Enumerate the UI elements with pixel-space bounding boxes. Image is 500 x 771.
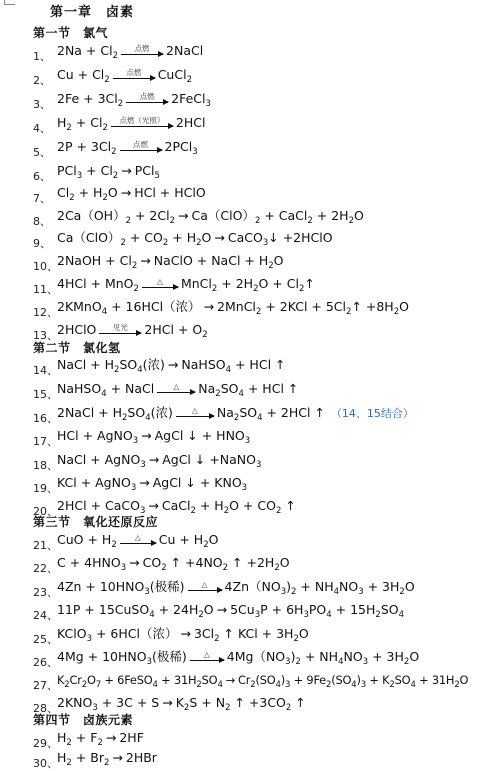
reaction-number: 13、 [33, 329, 58, 342]
reaction-12 [0, 298, 500, 320]
equation: 2KMnO$_4$ + 16HCl（浓） → 2MnCl$_2$ + $2KCl + 5Cl_2↑ +8H_2O$ [57, 299, 409, 317]
reaction-number: 25、 [33, 633, 58, 646]
arrow-icon: △ [157, 383, 195, 397]
reaction-number: 9、 [33, 237, 51, 250]
reaction-number: 22、 [33, 562, 58, 575]
reaction-14 [0, 356, 500, 378]
reaction-number: 24、 [33, 609, 58, 622]
arrow-icon: △ [142, 278, 178, 292]
reaction-number: 7、 [33, 192, 51, 205]
reaction-5 [0, 138, 500, 160]
reaction-6 [0, 162, 500, 184]
reaction-number: 21、 [33, 539, 58, 552]
reaction-number: 8、 [33, 215, 51, 228]
equation: $Cl_2 + H_2O$ → HCl + HClO [57, 185, 206, 203]
reaction-number: 16、 [33, 412, 58, 425]
reaction-number: 28、 [33, 702, 58, 715]
reaction-number: 6、 [33, 170, 51, 183]
reaction-4 [0, 114, 500, 136]
reaction-21 [0, 531, 500, 553]
equation: CuO + $H_2$ △ $Cu + H_2O$ [57, 532, 219, 550]
equation: $Ca(ClO)_2 + CO_2 + H_2O$ → CaCO$_3$↓ +2HClO [57, 230, 333, 248]
section-2-heading: 第二节 氯化氢 [33, 341, 121, 355]
combination-note: （14、15结合） [330, 407, 414, 420]
reaction-25 [0, 625, 500, 647]
equation: $2Fe + 3Cl_2$ 点燃 2FeCl$_3$ [57, 91, 211, 109]
reaction-number: 30、 [33, 757, 58, 770]
reaction-number: 4、 [33, 122, 51, 135]
reaction-number: 19、 [33, 482, 58, 495]
equation: 2NaCl + $H_2SO_4$(浓) △ $Na_2SO_4 + 2HCl$ ↑ （14、15结合） [57, 405, 414, 423]
reaction-number: 3、 [33, 98, 51, 111]
reaction-18 [0, 451, 500, 473]
reaction-number: 27、 [33, 679, 58, 692]
reaction-9 [0, 229, 500, 251]
equation: KClO$_3$ + 6HCl（浓） → $3Cl_2$ ↑ KCl + $3H_2O$ [57, 626, 309, 644]
reaction-17 [0, 427, 500, 449]
reaction-26 [0, 648, 500, 670]
reaction-number: 17、 [33, 435, 58, 448]
reaction-8 [0, 207, 500, 229]
equation: $Cu + Cl_2$ 点燃 CuCl$_2$ [57, 67, 192, 85]
reaction-2 [0, 66, 500, 88]
equation: $PCl_3 + Cl_2 \to PCl_5$ [57, 163, 160, 181]
reaction-number: 2、 [33, 74, 51, 87]
equation: HCl + AgNO$_3$ → AgCl ↓ + $HNO_3$ [57, 428, 251, 446]
section-1-heading: 第一节 氯气 [33, 26, 109, 40]
equation: $4Mg + 10HNO_3$(极稀) △ $4Mg(NO_3)_2 + NH_4NO_3 + 3H_2O$ [57, 649, 420, 667]
reaction-number: 23、 [33, 586, 58, 599]
reaction-number: 29、 [33, 737, 58, 750]
chapter-title: 第一章 卤素 [50, 5, 135, 20]
reaction-number: 26、 [33, 656, 58, 669]
reaction-number: 11、 [33, 283, 58, 296]
reaction-number: 10、 [33, 260, 58, 273]
corner-mark [4, 0, 15, 5]
arrow-icon: 点燃 [121, 45, 163, 59]
reaction-number: 14、 [33, 364, 58, 377]
reaction-number: 1、 [33, 50, 51, 63]
arrow-icon: 点燃 [126, 93, 168, 107]
equation: $2P + 3Cl_2$ 点燃 2PCl$_3$ [57, 139, 198, 157]
section-4-heading: 第四节 卤族元素 [33, 713, 134, 727]
reaction-number: 5、 [33, 146, 51, 159]
arrow-icon: 见光 [99, 324, 141, 338]
arrow-icon: 点燃 [113, 69, 155, 83]
equation: NaCl + AgNO$_3$ → AgCl ↓ +NaNO$_3$ [57, 452, 262, 470]
reaction-number: 12、 [33, 306, 58, 319]
equation: $C + 4HNO_3 \to CO_2$ ↑ $+4NO_2$ ↑ $+2H_2O$ [57, 555, 290, 573]
reaction-19 [0, 474, 500, 496]
equation: 11P + 15CuSO$_4$ + $24H_2O \to 5Cu_3P + 6H_3PO_4 + 15H_2SO_4$ [57, 602, 405, 620]
reaction-30 [0, 749, 500, 771]
arrow-icon: △ [190, 651, 224, 665]
reaction-3 [0, 90, 500, 112]
reaction-1 [0, 42, 500, 64]
arrow-icon: △ [188, 581, 222, 595]
equation: NaHSO$_4$ + NaCl △ $Na_2SO_4$ + HCl ↑ [57, 381, 299, 399]
reaction-24 [0, 601, 500, 623]
reaction-11 [0, 275, 500, 297]
equation: 4HCl + MnO$_2$ △ MnCl$_2$ + $2H_2O$ + $Cl_2↑$ [57, 276, 315, 294]
equation: 2NaOH + $Cl_2$ → NaClO + NaCl + $H_2O$ [57, 253, 284, 271]
equation: $H_2 + F_2 \to 2HF$ [57, 730, 144, 748]
reaction-23 [0, 578, 500, 600]
arrow-icon: △ [120, 534, 156, 548]
section-3-heading: 第三节 氧化还原反应 [33, 515, 159, 529]
reaction-22 [0, 554, 500, 576]
reaction-10 [0, 252, 500, 274]
reaction-number: 18、 [33, 459, 58, 472]
equation: 2HClO 见光 $2HCl + O_2$ [57, 322, 208, 340]
arrow-icon: 点燃（光照） [111, 117, 173, 131]
reaction-7 [0, 184, 500, 206]
equation: $K_2Cr_2O_7$ + 6FeSO$_4$ + $31H_2SO_4 \to Cr_2(SO_4)_3 + 9Fe_2(SO_4)_3 + K_2SO_4 + 31H_2O$ [57, 673, 469, 690]
reaction-number: 15、 [33, 388, 58, 401]
reaction-15 [0, 380, 500, 402]
reaction-29 [0, 729, 500, 751]
reaction-16 [0, 404, 500, 426]
equation: $2Na + Cl_2$ 点燃 2NaCl [57, 43, 204, 61]
equation: 2HCl + CaCO$_3$ → CaCl$_2$ + $H_2O + CO_2$ ↑ [57, 498, 296, 516]
equation: $2Ca(OH)_2 + 2Cl_2 \to Ca(ClO)_2$ + CaCl$_2$ + $2H_2O$ [57, 208, 364, 226]
equation: NaCl + $H_2SO_4$(浓) → NaHSO$_4$ + HCl ↑ [57, 357, 286, 375]
equation: $H_2 + Br_2 \to 2HBr$ [57, 750, 157, 768]
equation: $4Zn + 10HNO_3$(极稀) △ $4Zn(NO_3)_2 + NH_4NO_3 + 3H_2O$ [57, 579, 415, 597]
equation: KCl + AgNO$_3$ → AgCl ↓ + $KNO_3$ [57, 475, 248, 493]
equation: $H_2 + Cl_2$ 点燃（光照） 2HCl [57, 115, 206, 133]
arrow-icon: 点燃 [120, 141, 162, 155]
reaction-27 [0, 671, 500, 693]
reaction-number: 20、 [33, 505, 58, 518]
arrow-icon: △ [176, 407, 214, 421]
equation: $2KNO_3 + 3C + S \to K_2S + N_2$ ↑ $+3CO_2$ ↑ [57, 695, 306, 713]
